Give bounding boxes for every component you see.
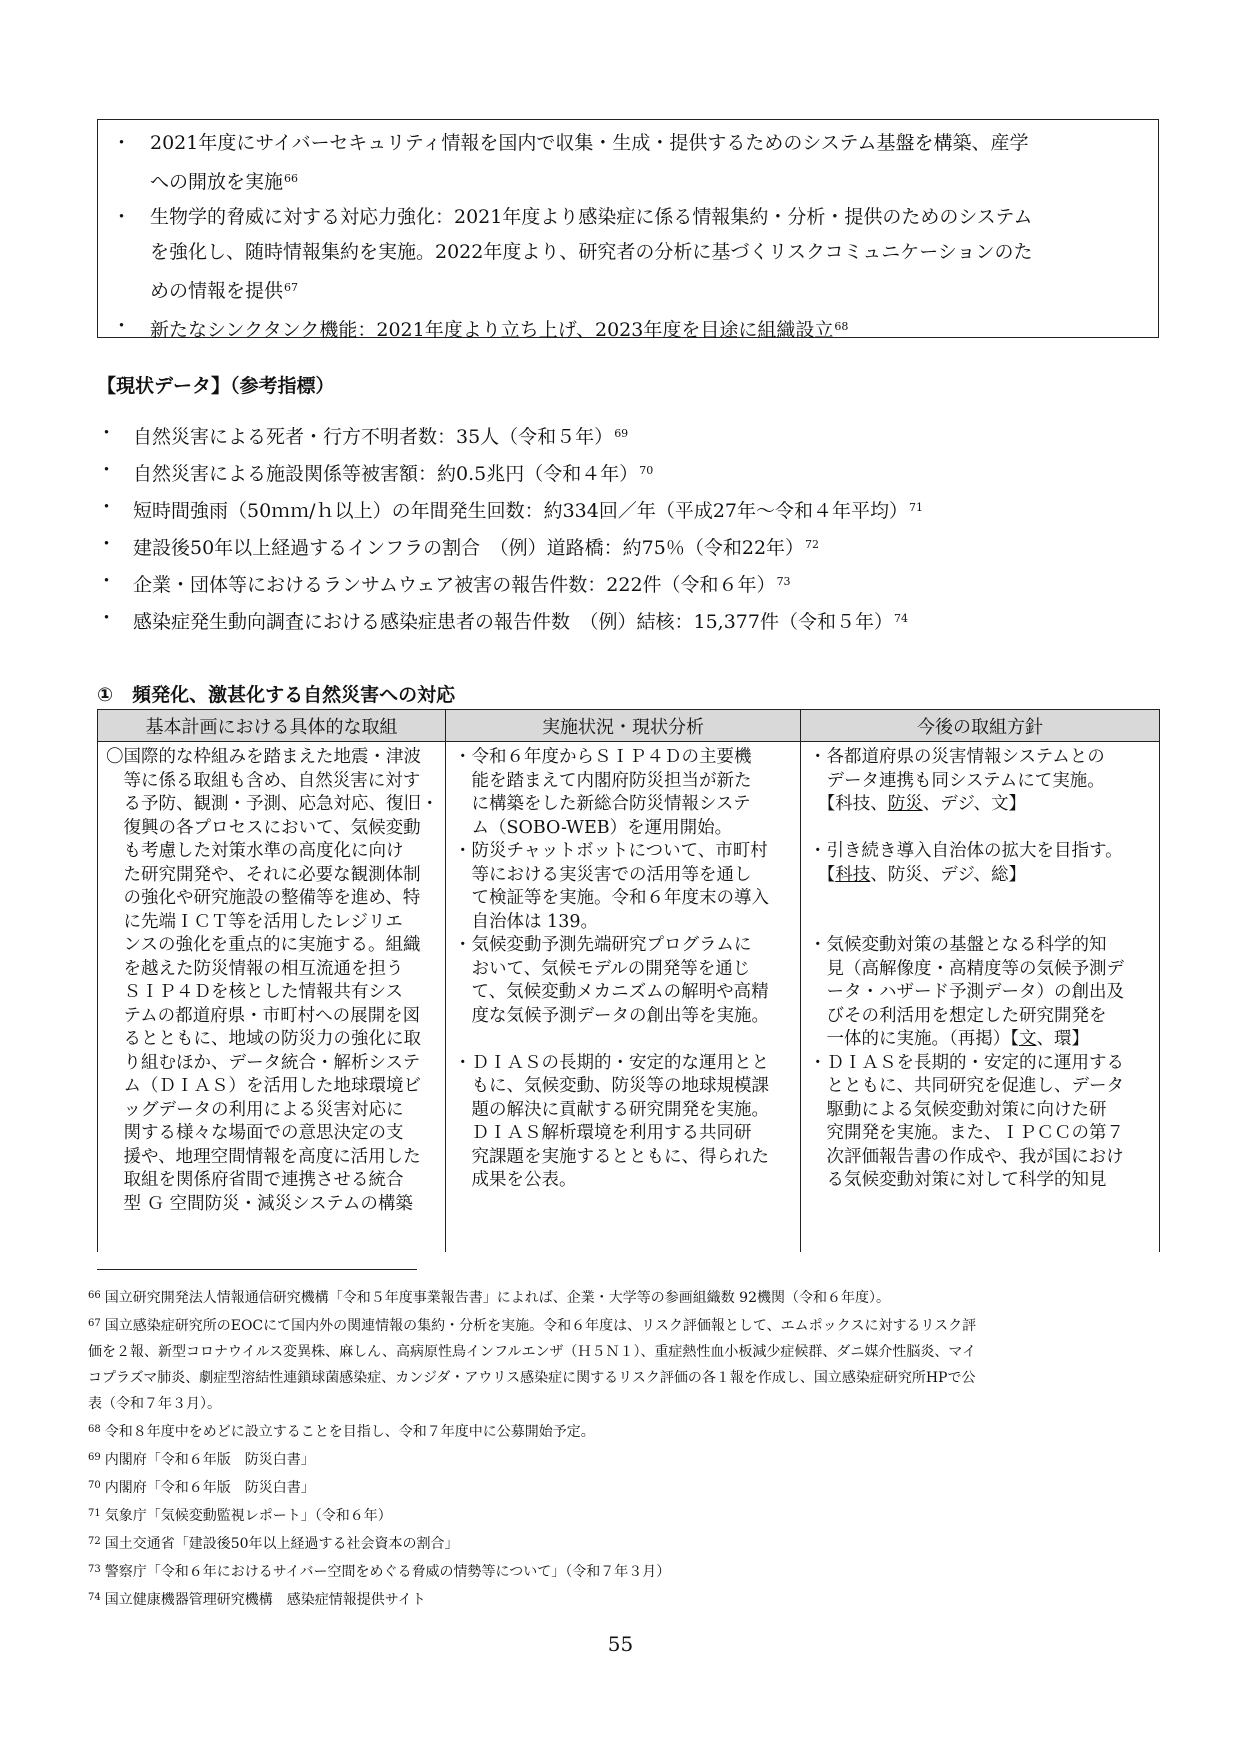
summary-line: への開放を実施$^{66}$ [150,171,299,193]
cell-line: ・ＤＩＡＳの長期的・安定的な運用とと [454,1052,769,1073]
footnote-line: $^{70}$ 内閣府「令和６年版 防災白書」 [88,1480,315,1496]
cell-line: ・令和６年度からＳＩＰ４Ｄの主要機 [454,747,752,767]
column-header: 今後の取組方針 [801,710,1160,742]
cell-line [454,1028,792,1052]
cell-line: 自治体は 139。 [454,911,598,932]
bullet: ・ [97,533,117,555]
table-header-row [98,710,1160,742]
ministry-tag: 一体的に実施。（再掲）【文、環】 [809,1029,1089,1049]
footnote-line: $^{73}$ 警察庁「令和６年におけるサイバー空間をめぐる脅威の情勢等について」（令和７年３月） [88,1564,671,1580]
footnote [88,1283,1163,1311]
data-item [97,489,1157,526]
cell-line: 究課題を実施するとともに、得られた [454,1146,769,1167]
data-list [97,415,1157,637]
cell-line: ・気候変動対策の基盤となる科学的知 [809,935,1107,955]
cell-line: びその利活用を想定した研究開発を [809,1005,1107,1026]
section-heading: ① 頻発化、激甚化する自然災害への対応 [97,684,456,706]
summary-line: を強化し、随時情報集約を実施。2022年度より、研究者の分析に基づくリスクコミュニケーションのた [150,241,1033,263]
cell-line: ム（ＤＩＡＳ）を活用した地球環境ビ [106,1076,421,1096]
footnote [88,1557,1163,1585]
cell-line: 題の解決に貢献する研究開発を実施。 [454,1099,769,1120]
footnote-number: 73 [88,1564,101,1575]
cell-line: テムの都道府県・市町村への展開を図 [106,1005,421,1026]
column-header: 基本計画における具体的な取組 [98,710,446,742]
cell-line: 援や、地理空間情報を高度に活用した [106,1146,421,1167]
footnote-ref[interactable]: 71 [909,501,924,514]
cell-line: も考慮した対策水準の高度化に向け [106,841,404,861]
cell-line: ンスの強化を重点的に実施する。組織 [106,935,421,955]
cell-line: ＳＩＰ４Ｄを核とした情報共有シス [106,982,403,1002]
data-text: 建設後50年以上経過するインフラの割合 （例）道路橋：約75％（令和22年） [133,537,805,559]
data-text: 自然災害による施設関係等被害額：約0.5兆円（令和４年） [133,463,639,485]
footnote [88,1585,1163,1613]
cell-line: おいて、気候モデルの開発等を通じ [454,958,751,979]
data-text: 自然災害による死者・行方不明者数：35人（令和５年） [133,426,614,448]
footnote-line: $^{66}$ 国立研究開発法人情報通信研究機構「令和５年度事業報告書」によれば、企業・大学等の参画組織数 92機関（令和６年度）。 [88,1290,890,1306]
bullet: ・ [112,206,132,228]
footnote-number: 71 [88,1508,101,1519]
summary-item [106,126,1144,200]
bullet: ・ [112,132,132,154]
cell-line: て検証等を実施。令和６年度末の導入 [454,888,769,908]
cell-line: るとともに、地域の防災力の強化に取 [106,1029,421,1049]
cell-line: 等に係る取組も含め、自然災害に対す [106,770,421,791]
footnote-line: $^{68}$ 令和８年度中をめどに設立することを目指し、令和７年度中に公募開始予定。 [88,1424,595,1440]
summary-line: 新たなシンクタンク機能：2021年度より立ち上げ、2023年度を目途に組織設立$^{68}$ [150,319,849,341]
data-text: 企業・団体等におけるランサムウェア被害の報告件数：222件（令和６年） [133,574,776,596]
data-item [97,415,1157,452]
cell-line: ・ＤＩＡＳを長期的・安定的に運用する [809,1052,1124,1073]
footnote-number: 72 [88,1536,101,1547]
summary-box [97,119,1159,341]
cell-line: り組むほか、データ統合・解析システ [106,1052,421,1073]
page-number: 55 [607,1632,634,1656]
cell-line: 度な気候予測データの創出等を実施。 [454,1005,769,1026]
cell-plan [98,742,446,1252]
footnote-ref[interactable]: 73 [776,575,791,588]
bullet: ・ [112,315,132,337]
cell-line: 成果を公表。 [454,1170,577,1190]
cell-line: ＤＩＡＳ解析環境を利用する共同研 [454,1123,752,1143]
footnote [88,1417,1163,1445]
footnote-divider [97,1269,417,1270]
column-header: 実施状況・現状分析 [446,710,801,742]
cell-policy [801,742,1160,1252]
footnote-line: $^{71}$ 気象庁「気候変動監視レポート」（令和６年） [88,1508,392,1524]
data-item [97,600,1157,637]
cell-line: ・引き続き導入自治体の拡大を目指す。 [809,841,1123,861]
cell-line: て、気候変動メカニズムの解明や高精 [454,982,769,1002]
footnote-number: 66 [88,1290,101,1301]
footnote-ref[interactable]: 74 [893,612,908,625]
cell-line: ・各都道府県の災害情報システムとの [809,747,1105,767]
cell-line: ・防災チャットボットについて、市町村 [454,841,768,861]
data-heading: 【現状データ】（参考指標） [97,375,335,397]
cell-status [446,742,801,1252]
bullet: ・ [97,496,117,518]
footnote-ref[interactable]: 72 [805,538,820,551]
footnote-number: 69 [88,1452,101,1463]
summary-line: めの情報を提供$^{67}$ [150,280,299,302]
cell-line: 〇国際的な枠組みを踏まえた地震・津波 [106,747,421,767]
footnote [88,1501,1163,1529]
data-text: 短時間強雨（50ｍｍ/ｈ以上）の年間発生回数：約334回／年（平成27年～令和４年平均） [133,500,909,522]
cell-line: 次評価報告書の作成や、我が国におけ [809,1146,1124,1167]
cell-line: データ連携も同システムにて実施。 [809,770,1105,791]
footnote-line: コプラズマ肺炎、劇症型溶結性連鎖球菌感染症、カンジダ・アウリス感染症に関するリスク評価の各１報を作成し、国立感染症研究所HPで公 [88,1370,976,1386]
cell-line: もに、気候変動、防災等の地球規模課 [454,1076,769,1096]
summary-line: 2021年度にサイバーセキュリティ情報を国内で収集・生成・提供するためのシステム基盤を構築、産学 [150,132,1029,154]
footnote-number: 70 [88,1480,101,1491]
footnote-ref[interactable]: 67 [284,281,299,294]
footnote [88,1311,1163,1417]
bullet: ・ [97,570,117,592]
footnote-line: 表（令和７年３月）。 [88,1396,221,1412]
table-row [98,742,1160,1252]
data-item [97,452,1157,489]
ministry-tag: 【科技、防災、デジ、総】 [809,864,1026,885]
summary-item [106,309,1144,348]
footnotes [88,1283,1163,1613]
footnote-line: $^{67}$ 国立感染症研究所のEOCにて国内外の関連情報の集約・分析を実施。令和６年度は、リスク評価報として、エムポックスに対するリスク評 [88,1318,977,1334]
cell-line: ータ・ハザード予測データ）の創出及 [809,982,1124,1002]
cell-line: 駆動による気候変動対策に向けた研 [809,1099,1107,1120]
footnote-line: 価を２報、新型コロナウイルス変異株、麻しん、高病原性鳥インフルエンザ（Ｈ５Ｎ１）、重症熱性血小板減少症候群、ダニ媒介性脳炎、マイ [88,1344,977,1360]
bullet: ・ [97,422,117,444]
footnote-number: 68 [88,1424,101,1435]
footnote [88,1445,1163,1473]
footnote-ref[interactable]: 69 [614,427,629,440]
cell-line: ・気候変動予測先端研究プログラムに [454,935,752,955]
cell-line: とともに、共同研究を促進し、データ [809,1076,1124,1096]
measures-table [97,709,1160,1252]
footnote-ref[interactable]: 70 [639,464,654,477]
footnote-line: $^{72}$ 国土交通省「建設後50年以上経過する社会資本の割合」 [88,1536,459,1552]
cell-line: た研究開発や、それに必要な観測体制 [106,864,421,885]
cell-line: 能を踏まえて内閣府防災担当が新た [454,770,752,791]
cell-line: に先端ＩＣＴ等を活用したレジリエ [106,911,403,932]
bullet: ・ [97,607,117,629]
summary-item [106,200,1144,309]
cell-line: 復興の各プロセスにおいて、気候変動 [106,817,421,838]
footnote-number: 74 [88,1592,101,1603]
cell-line: ム（SOBO-WEB）を運用開始。 [454,817,733,838]
cell-line: 究開発を実施。また、ＩＰＣＣの第７ [809,1123,1124,1143]
data-item [97,526,1157,563]
cell-line: 見（高解像度・高精度等の気候予測デ [809,958,1124,979]
cell-line: を越えた防災情報の相互流通を担う [106,958,404,979]
cell-line: 関する様々な場面での意思決定の支 [106,1123,404,1143]
footnote-line: $^{74}$ 国立健康機器管理研究機構 感染症情報提供サイト [88,1592,426,1608]
cell-line: ッグデータの利用による災害対応に [106,1099,404,1120]
summary-line: 生物学的脅威に対する対応力強化：2021年度より感染症に係る情報集約・分析・提供のためのシステム [150,206,1033,228]
cell-line: 等における実災害での活用等を通し [454,864,752,885]
data-text: 感染症発生動向調査における感染症患者の報告件数 （例）結核：15,377件（令和５年） [133,611,893,633]
footnote-number: 67 [88,1318,101,1329]
footnote [88,1473,1163,1501]
cell-line: る気候変動対策に対して科学的知見 [809,1170,1107,1190]
cell-line: 型 Ｇ 空間防災・減災システムの構築 [106,1193,413,1214]
footnote [88,1529,1163,1557]
footnote-line: $^{69}$ 内閣府「令和６年版 防災白書」 [88,1452,315,1468]
cell-line: に構築をした新総合防災情報システ [454,794,751,814]
ministry-tag: 【科技、防災、デジ、文】 [809,794,1026,814]
cell-line: 取組を関係府省間で連携させる統合 [106,1170,404,1190]
bullet: ・ [97,459,117,481]
cell-line: の強化や研究施設の整備等を進め、特 [106,888,421,908]
cell-line: る予防、観測・予測、応急対応、復旧・ [106,794,439,814]
footnote-ref[interactable]: 68 [834,320,849,333]
footnote-ref[interactable]: 66 [284,172,299,185]
data-item [97,563,1157,600]
